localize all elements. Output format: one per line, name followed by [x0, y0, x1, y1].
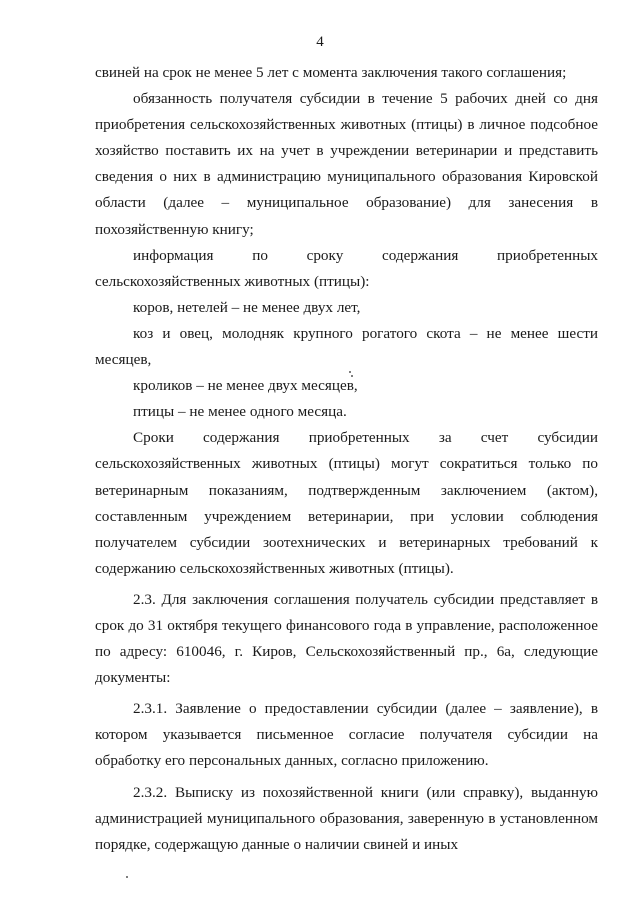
paragraph: свиней на срок не менее 5 лет с момента заключения такого соглашения;	[95, 64, 567, 81]
paragraph: кроликов – не менее двух месяцев,	[133, 377, 358, 395]
paragraph: информация по сроку содержания приобретенных сельскохозяйственных животных (птицы):	[95, 246, 598, 290]
paragraph: 2.3. Для заключения соглашения получатель субсидии представляет в срок до 31 октября текущего финансового года в управление, расположенное по адресу: 610046, г. Киров, Сельскохозяйственный пр., 6а, следующие документы:	[95, 590, 598, 687]
scan-speck	[349, 371, 351, 373]
document-body	[95, 60, 598, 858]
page-number: 4	[316, 34, 324, 50]
paragraph: коров, нетелей – не менее двух лет,	[133, 298, 361, 316]
paragraph: птицы – не менее одного месяца.	[133, 403, 347, 421]
paragraph: коз и овец, молодняк крупного рогатого скота – не менее шести месяцев,	[95, 324, 598, 369]
paragraph: 2.3.2. Выписку из похозяйственной книги (или справку), выданную администрацией муниципального образования, заверенную в установленном порядке, содержащую данные о наличии свиней и иных	[95, 783, 598, 853]
paragraph: Сроки содержания приобретенных за счет субсидии сельскохозяйственных животных (птицы) могут сократиться только по ветеринарным показаниям, подтвержденным заключением (актом), составленным учреждением ветеринарии, при условии соблюдения получателем субсидии зоотехнических и ветеринарных требований к содержанию сельскохозяйственных животных (птицы).	[95, 429, 598, 577]
scan-speck	[126, 876, 128, 878]
scan-speck	[351, 375, 353, 377]
paragraph: обязанность получателя субсидии в течение 5 рабочих дней со дня приобретения сельскохозяйственных животных (птицы) в личное подсобное хозяйство поставить их на учет в учреждении ветеринарии и представить сведения о них в администрацию муниципального образования Кировской области (далее – муниципальное образование) для занесения в похозяйственную книгу;	[95, 90, 598, 238]
paragraph: 2.3.1. Заявление о предоставлении субсидии (далее – заявление), в котором указывается письменное согласие получателя субсидии на обработку его персональных данных, согласно приложению.	[95, 700, 598, 770]
